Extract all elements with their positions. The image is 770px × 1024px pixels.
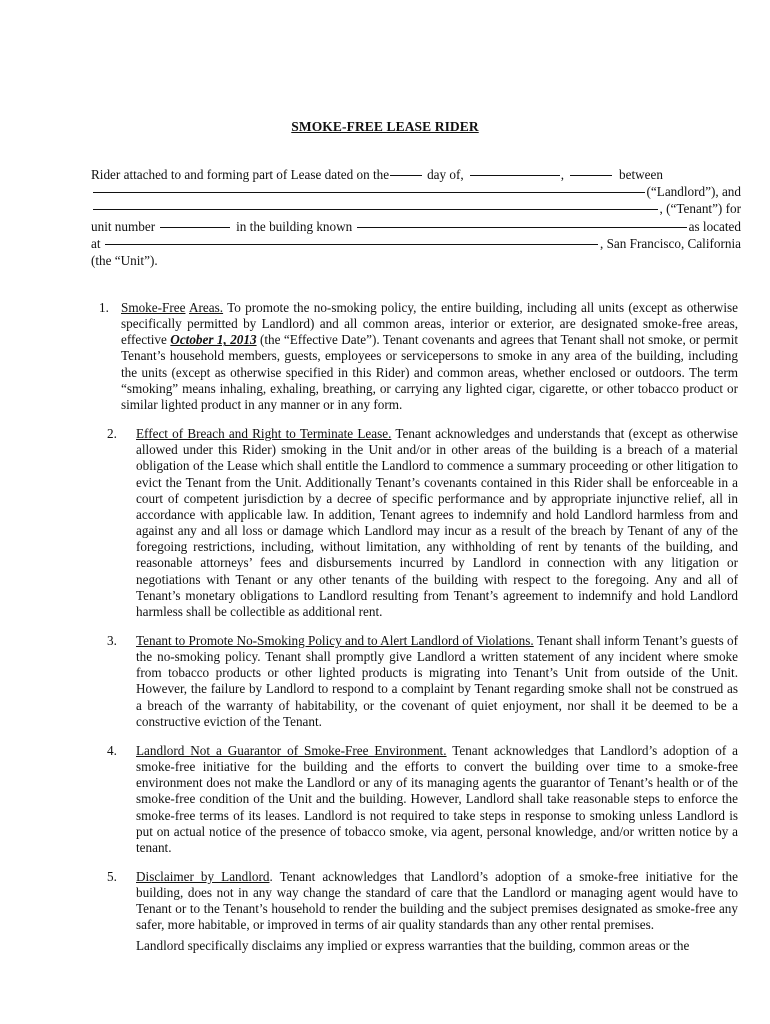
intro-comma-text: ,	[560, 167, 564, 182]
intro-unit-text: (the “Unit”).	[91, 253, 158, 269]
intro-landlord-text: (“Landlord”), and	[646, 184, 741, 200]
intro-line-1	[91, 166, 741, 183]
intro-lease-dated-text: Rider attached to and forming part of Lease dated on the	[91, 167, 390, 182]
intro-line-2	[91, 183, 741, 200]
year-blank[interactable]	[570, 174, 612, 176]
clause-text-continued: (the “Effective Date”). Tenant covenants and agrees that Tenant shall not smoke, or permit Tenant’s household members, guests, employees or servicepersons to smoke in any area of the building, including the units (except as otherwise specified in this Rider) and common areas, whether enclosed or outdoors. The term “smoking” means inhaling, exhaling, breathing, or carrying any lighted cigar, cigarette, or other tobacco product or similar lighted product in any manner or in any form.	[121, 332, 739, 412]
clause-5	[102, 869, 738, 934]
clause-text: . Tenant acknowledges that Landlord’s adoption of a smoke-free initiative for the building, does not in any way change the standard of care that the Landlord or managing agent would have to Tenant or to the Tenant’s household to render the building and the subject premises designated as smoke-free any safer, more habitable, or improved in terms of air quality standards than any other rental premises.	[136, 869, 738, 933]
clause-text: Tenant shall inform Tenant’s guests of the no-smoking policy. Tenant shall promptly give Landlord a written statement of any incident where smoke from tobacco products or other lighted products is migrating into Tenant’s Unit from outside of the Unit. However, the failure by Landlord to respond to a complaint by Tenant regarding smoke shall not be construed as a breach of the warranty of habitability, or the covenant of quiet enjoyment, nor shall it be deemed to be a constructive eviction of the Tenant.	[136, 632, 739, 729]
clause-2	[102, 426, 738, 620]
clause-number: 3.	[107, 632, 117, 648]
clause-heading-areas: Areas.	[189, 300, 224, 315]
clause-heading: Tenant to Promote No-Smoking Policy and to Alert Landlord of Violations.	[136, 632, 534, 648]
intro-day-of-text: day of,	[427, 167, 464, 182]
intro-line-4	[91, 218, 741, 235]
intro-at-text: at	[91, 235, 101, 251]
clause-number: 2.	[107, 426, 117, 442]
clause-heading: Smoke-Free	[121, 300, 186, 315]
effective-date: October 1, 2013	[170, 332, 257, 348]
address-blank[interactable]	[105, 244, 598, 245]
day-blank[interactable]	[390, 174, 422, 176]
clause-text: Tenant acknowledges and understands that (except as otherwise allowed under this Rider) smoking in the Unit and/or in other areas of the building is a breach of a material obligation of the Lease which shall entitle the Landlord to commence a summary proceeding or other litigation to evict the Tenant from the Unit. Additionally Tenant’s covenants contained in this Rider shall be enforceable in a court of competent jurisdiction by a decree of specific performance and by appropriate injunctive relief, all in accordance with applicable law. In addition, Tenant agrees to indemnify and hold Landlord harmless from and against any and all loss or damage which Landlord may incur as a result of the breach by Tenant of any of the foregoing restrictions, including, without limitation, any withholding of rent by tenants of the building, and reasonable attorneys’ fees and disbursements incurred by Landlord in connection with any litigation or negotiations with Tenant or any other tenants of the building with respect to the foregoing. Any and all of Tenant’s monetary obligations to Landlord resulting from Tenant’s agreement to indemnify and hold Landlord harmless shall be collectible as additional rent.	[136, 426, 738, 619]
clause-heading: Effect of Breach and Right to Terminate Lease.	[136, 426, 392, 442]
clause-heading: Landlord Not a Guarantor of Smoke-Free Environment.	[136, 742, 447, 758]
clause-3	[102, 633, 738, 730]
unit-number-blank[interactable]	[160, 226, 230, 228]
intro-line-3	[91, 200, 741, 217]
intro-unit-number-text: unit number	[91, 218, 156, 234]
intro-as-located-text: as located	[688, 218, 741, 234]
clause-5-continuation: Landlord specifically disclaims any implied or express warranties that the building, common areas or the	[136, 937, 690, 953]
clause-number: 1.	[99, 300, 109, 315]
clause-4	[102, 743, 738, 856]
clause-1	[94, 300, 738, 413]
intro-san-francisco-text: , San Francisco, California	[600, 235, 741, 251]
intro-between-text: between	[619, 167, 663, 182]
rider-intro	[91, 166, 741, 269]
clause-text: Tenant acknowledges that Landlord’s adoption of a smoke-free initiative for the building and the efforts to convert the building over time to a smoke-free environment does not make the Landlord or any of its managing agents the guarantor of Tenant’s health or of the smoke-free condition of the Unit and the building. However, Landlord shall take reasonable steps to enforce the smoke-free terms of its leases. Landlord is not required to take steps in response to smoking unless Landlord is put on actual notice of the presence of tobacco smoke, via agent, personal knowledge, and/or written notice by a tenant.	[136, 742, 739, 855]
intro-line-6	[91, 252, 741, 269]
intro-line-5	[91, 235, 741, 252]
rider-clauses	[99, 300, 739, 954]
month-blank[interactable]	[470, 174, 560, 176]
intro-building-known-text: in the building known	[236, 218, 353, 234]
building-name-blank[interactable]	[357, 227, 686, 228]
landlord-name-blank[interactable]	[93, 192, 645, 193]
clause-text: To promote the no-smoking policy, the entire building, including all units (except as otherwise specifically permitted by Landlord) and all common areas, interior or exterior, are designated smoke-free areas, effective	[121, 300, 738, 348]
clause-number: 5.	[107, 869, 117, 884]
intro-tenant-text: , (“Tenant”) for	[659, 201, 741, 217]
clause-heading: Disclaimer by Landlord	[136, 869, 270, 884]
document-title: SMOKE-FREE LEASE RIDER	[291, 119, 479, 134]
clause-number: 4.	[107, 742, 117, 758]
tenant-name-blank[interactable]	[93, 209, 658, 210]
